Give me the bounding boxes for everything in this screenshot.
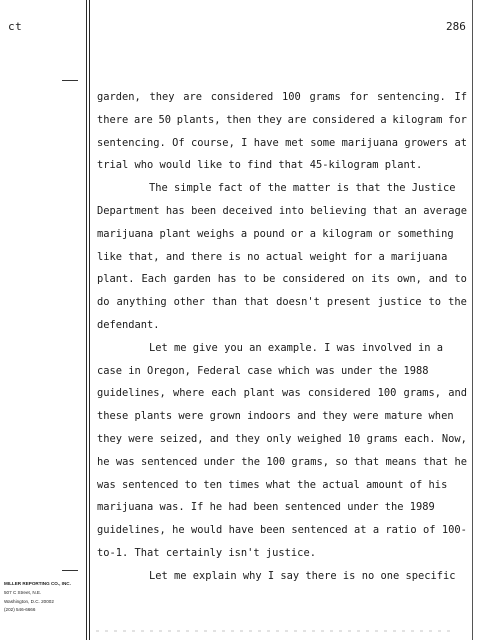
transcript-line: case in Oregon, Federal case which was under the 1988 xyxy=(97,364,429,377)
transcript-line: marijuana plant weighs a pound or a kilogram or something xyxy=(97,227,454,240)
scan-artifact xyxy=(96,630,456,632)
transcript-body xyxy=(97,86,467,588)
transcript-line: he was sentenced under the 100 grams, so that means that he xyxy=(97,455,467,468)
margin-tick xyxy=(62,570,78,571)
transcript-line: to-1. That certainly isn't justice. xyxy=(97,546,316,559)
transcript-line: they were seized, and they only weighed 10 grams each. Now, xyxy=(97,432,467,445)
reporter-city: Washington, D.C. 20002 xyxy=(4,598,54,604)
reporter-phone: (202) 546-6666 xyxy=(4,607,36,613)
reporter-address-block xyxy=(4,580,71,615)
transcript-line: Let me explain why I say there is no one specific xyxy=(149,569,456,582)
transcript-line: was sentenced to ten times what the actual amount of his xyxy=(97,478,448,491)
margin-tick xyxy=(62,80,78,81)
transcript-line: sentencing. Of course, I have met some marijuana growers at xyxy=(97,136,467,149)
transcript-line: guidelines, where each plant was considered 100 grams, and xyxy=(97,387,467,400)
reporter-firm-name: MILLER REPORTING CO., INC. xyxy=(4,581,71,586)
reporter-street: 507 C Street, N.E. xyxy=(4,589,42,595)
transcript-line: marijuana was. If he had been sentenced under the 1989 xyxy=(97,501,435,514)
left-margin-rule-inner xyxy=(89,0,90,640)
transcript-line: Let me give you an example. I was involved in a xyxy=(149,341,444,354)
transcript-line: trial who would like to find that 45-kilogram plant. xyxy=(97,159,423,172)
transcript-line: guidelines, he would have been sentenced at a ratio of 100- xyxy=(97,524,467,537)
transcript-line: there are 50 plants, then they are considered a kilogram for xyxy=(97,113,467,126)
transcript-line: plant. Each garden has to be considered on its own, and to xyxy=(97,273,467,286)
right-margin-rule xyxy=(472,0,473,640)
transcript-line: garden, they are considered 100 grams for sentencing. If xyxy=(97,91,467,103)
reporter-initials: ct xyxy=(8,20,23,33)
page-number: 286 xyxy=(446,20,466,33)
transcript-line: these plants were grown indoors and they were mature when xyxy=(97,410,454,423)
transcript-line: The simple fact of the matter is that the Justice xyxy=(149,182,456,195)
transcript-line: Department has been deceived into believing that an average xyxy=(97,204,467,217)
transcript-line: like that, and there is no actual weight for a marijuana xyxy=(97,250,448,263)
left-margin-rule xyxy=(86,0,87,640)
transcript-line: do anything other than that doesn't present justice to the xyxy=(97,296,467,309)
transcript-line: defendant. xyxy=(97,318,160,331)
